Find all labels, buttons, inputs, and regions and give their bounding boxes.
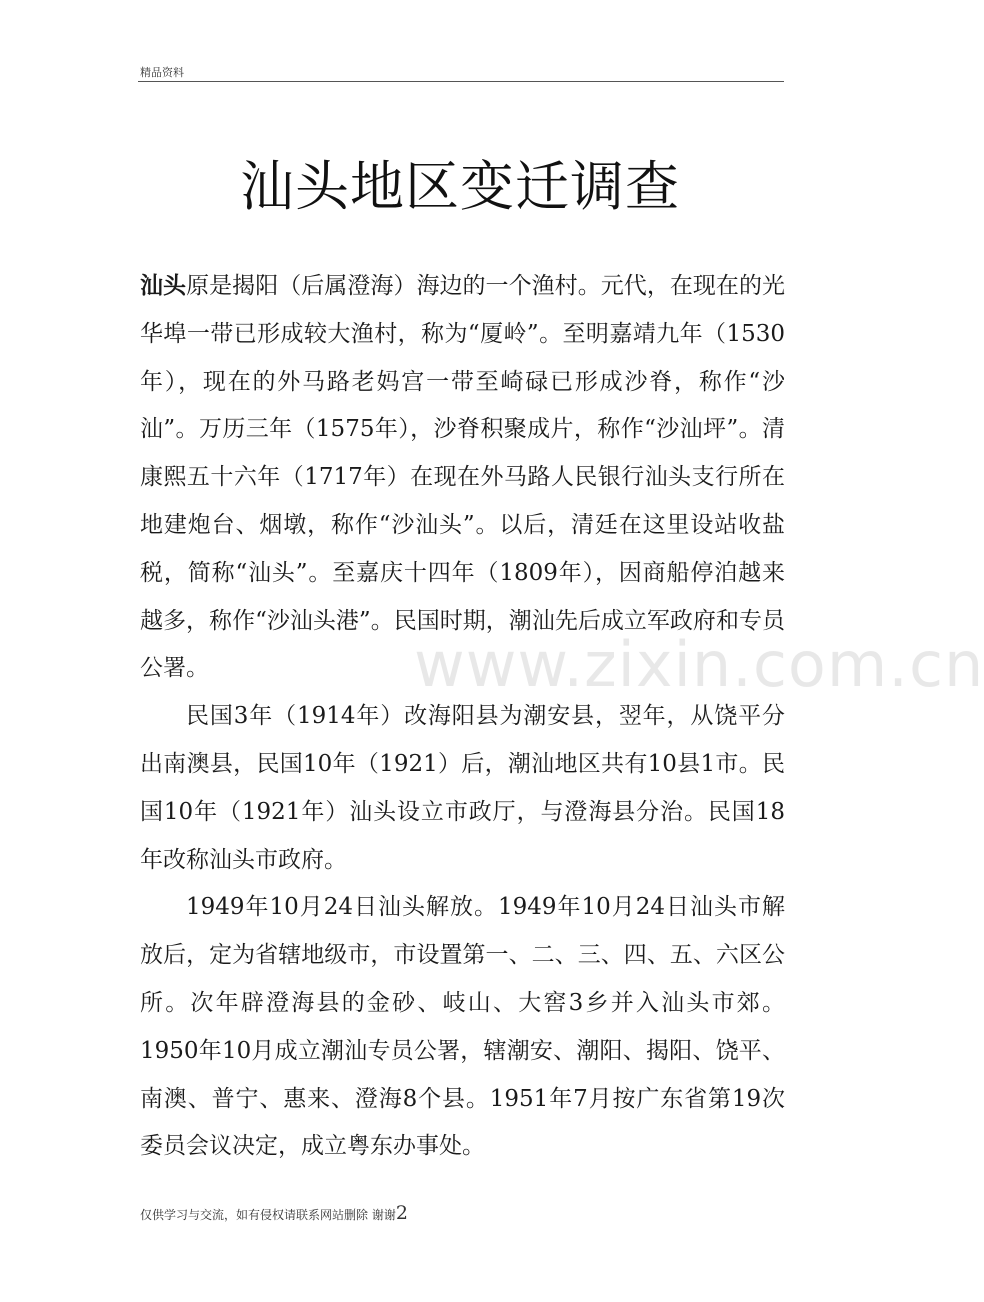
header-label: 精品资料 bbox=[140, 66, 184, 79]
document-title: 汕头地区变迁调查 bbox=[240, 155, 680, 219]
paragraph-2: 民国3年（1914年）改海阳县为潮安县，翌年，从饶平分出南澳县，民国10年（1921）后，潮汕地区共有10县1市。民国10年（1921年）汕头设立市政厅，与澄海县分治。民国18年改称汕头市政府。 bbox=[140, 703, 785, 873]
page-number: 2 bbox=[395, 1202, 408, 1224]
header-divider bbox=[138, 81, 784, 82]
footer bbox=[140, 1202, 408, 1224]
paragraph-text: 原是揭阳（后属澄海）海边的一个渔村。元代，在现在的光华埠一带已形成较大渔村，称为“厦岭”。至明嘉靖九年（1530年），现在的外马路老妈宫一带至崎碌已形成沙脊，称作“沙汕”。万历三年（1575年），沙脊积聚成片，称作“沙汕坪”。清康熙五十六年（1717年）在现在外马路人民银行汕头支行所在地建炮台、烟墩，称作“沙汕头”。以后，清廷在这里设站收盐税，简称“汕头”。至嘉庆十四年（1809年），因商船停泊越来越多，称作“沙汕头港”。民国时期，潮汕先后成立军政府和专员公署。 bbox=[140, 273, 786, 682]
paragraph-lead: 汕头 bbox=[140, 272, 187, 299]
footer-text: 仅供学习与交流，如有侵权请联系网站删除 谢谢 bbox=[140, 1208, 396, 1222]
document-body bbox=[140, 262, 785, 1171]
paragraph-3: 1949年10月24日汕头解放。1949年10月24日汕头市解放后，定为省辖地级市，市设置第一、二、三、四、五、六区公所。次年辟澄海县的金砂、岐山、大窖3乡并入汕头市郊。1950年10月成立潮汕专员公署，辖潮安、潮阳、揭阳、饶平、南澳、普宁、惠来、澄海8个县。1951年7月按广东省第19次委员会议决定，成立粤东办事处。 bbox=[140, 894, 785, 1160]
watermark: www.zixin.com.cn bbox=[414, 628, 984, 701]
